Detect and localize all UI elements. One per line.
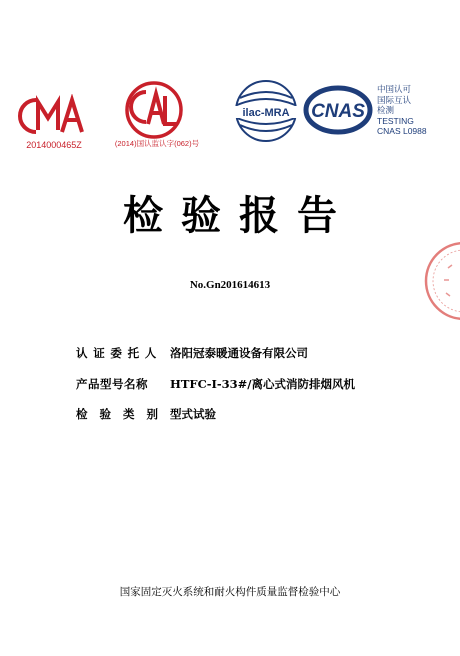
field-label-product: 产品型号名称 (76, 377, 148, 391)
cnas-accreditation-text (377, 84, 457, 137)
seal-stamp (418, 238, 460, 324)
cnas-line: CNAS L0988 (377, 126, 427, 136)
field-value-test-type: 型式试验 (170, 407, 216, 421)
field-value-client: 洛阳冠泰暖通设备有限公司 (170, 346, 308, 360)
cnas-line: 检测 (377, 105, 395, 115)
svg-text:ilac-MRA: ilac-MRA (242, 107, 290, 119)
cma-logo (16, 94, 88, 138)
cal-logo (124, 80, 184, 140)
cnas-logo (302, 84, 374, 136)
cnas-line: TESTING (377, 115, 414, 126)
svg-text:CNAS: CNAS (311, 101, 365, 122)
cal-code: (2014)国认监认字(062)号 (114, 139, 200, 148)
field-label-test-type: 检验类别 (76, 407, 170, 421)
cnas-line: 中国认可 (377, 84, 412, 94)
report-number: No.Gn201614613 (189, 279, 271, 291)
cnas-line: 国际互认 (377, 94, 412, 105)
field-label-client: 认证委托人 (76, 346, 162, 360)
issuing-organization: 国家固定灭火系统和耐火构件质量监督检验中心 (119, 586, 341, 598)
field-value-product: HTFC-Ⅰ-33#/离心式消防排烟风机 (170, 377, 356, 391)
ilac-mra-logo (232, 78, 300, 144)
report-title: 检验报告 (123, 193, 355, 239)
cma-code: 2014000465Z (26, 140, 82, 150)
